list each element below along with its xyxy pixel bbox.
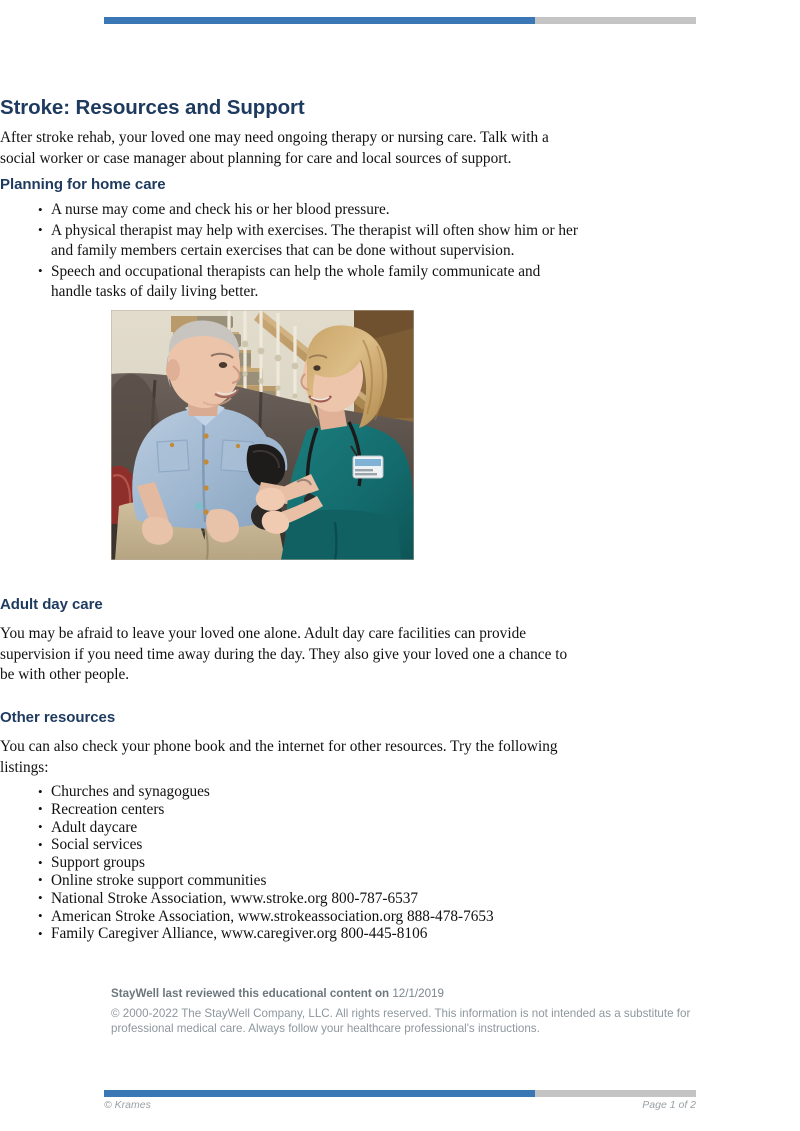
- intro-paragraph: After stroke rehab, your loved one may need ongoing therapy or nursing care. Talk with a social worker or case manager about planning for care and local sources of support.: [0, 129, 549, 167]
- list-item: • Recreation centers: [40, 801, 580, 819]
- copyright-text: © 2000-2022 The StayWell Company, LLC. All rights reserved. This information is not intended as a substitute for professional medical care. Always follow your healthcare professional's instructions.: [111, 1007, 691, 1035]
- adult-day-care-paragraph: You may be afraid to leave your loved one alone. Adult day care facilities can provide supervision if you need time away during the day. They also give your loved one a chance to be with other people.: [0, 625, 568, 683]
- list-item: • A nurse may come and check his or her blood pressure.: [40, 200, 580, 221]
- other-resources-list: [0, 783, 580, 943]
- list-item: • A physical therapist may help with exercises. The therapist will often show him or her and family members certain exercises that can be done without supervision.: [40, 221, 580, 262]
- photo-illustration: [111, 310, 414, 560]
- review-line: [111, 987, 444, 1000]
- header-rule-blue-segment: [104, 17, 535, 24]
- list-item: • Online stroke support communities: [40, 872, 580, 890]
- list-item: • National Stroke Association, www.stroke.org 800-787-6537: [40, 890, 580, 908]
- list-item: • American Stroke Association, www.strokeassociation.org 888-478-7653: [40, 908, 580, 926]
- home-care-bullet-list: [0, 200, 580, 303]
- header-rule: [104, 17, 696, 24]
- list-item: • Support groups: [40, 854, 580, 872]
- header-rule-gray-segment: [535, 17, 696, 24]
- footer-rule-blue-segment: [104, 1090, 535, 1097]
- footer-rule: [104, 1090, 696, 1097]
- footer-page-number: Page 1 of 2: [642, 1099, 696, 1111]
- section-heading-home-care: Planning for home care: [0, 176, 166, 193]
- review-label: StayWell last reviewed this educational content on: [111, 987, 390, 1000]
- list-item: • Speech and occupational therapists can help the whole family communicate and handle tasks of daily living better.: [40, 262, 580, 303]
- section-heading-other-resources: Other resources: [0, 709, 116, 726]
- footer-copyright: © Krames: [104, 1099, 151, 1111]
- list-item: • Adult daycare: [40, 819, 580, 837]
- footer-rule-gray-segment: [535, 1090, 696, 1097]
- review-date: 12/1/2019: [392, 987, 444, 1000]
- home-care-photo: [111, 310, 414, 560]
- section-heading-adult-day-care: Adult day care: [0, 596, 103, 613]
- list-item: • Churches and synagogues: [40, 783, 580, 801]
- list-item: • Family Caregiver Alliance, www.caregiver.org 800-445-8106: [40, 925, 580, 943]
- list-item: • Social services: [40, 836, 580, 854]
- page-title: Stroke: Resources and Support: [0, 96, 305, 119]
- other-resources-paragraph: You can also check your phone book and the internet for other resources. Try the following listings:: [0, 738, 558, 776]
